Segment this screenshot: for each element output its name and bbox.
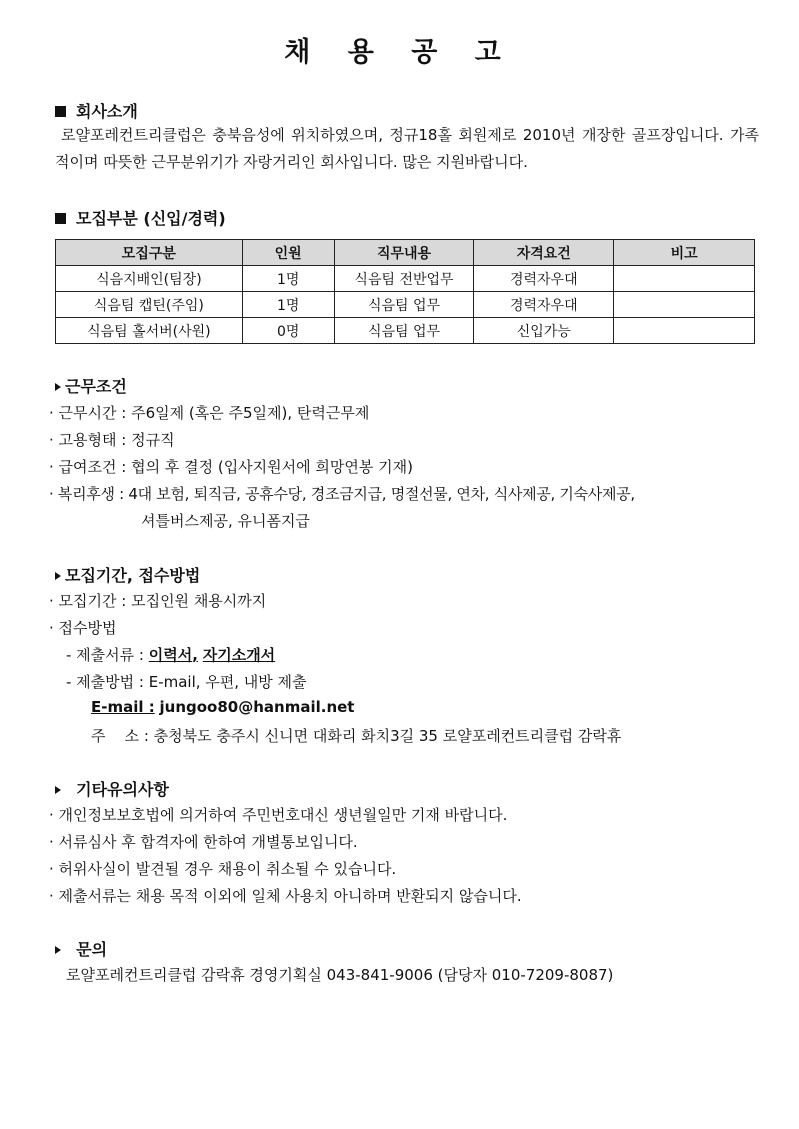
doc-resume: 이력서 [148, 646, 193, 664]
table-cell: 식음팀 캡틴(주임) [56, 292, 243, 318]
address-label: 주 소 : [91, 727, 149, 745]
table-cell: 식음지배인(팀장) [56, 266, 243, 292]
doc-cover-letter: 자기소개서 [202, 646, 276, 664]
table-cell: 식음팀 업무 [334, 292, 474, 318]
note-item: · 서류심사 후 합격자에 한하여 개별통보입니다. [49, 833, 358, 851]
notes-heading [55, 777, 169, 800]
company-heading [55, 99, 138, 122]
note-item: · 제출서류는 채용 목적 이외에 일체 사용치 아니하며 반환되지 않습니다. [49, 887, 522, 905]
email-address[interactable]: jungoo80@hanmail.net [159, 698, 355, 716]
condition-item: · 고용형태 : 정규직 [49, 431, 175, 449]
table-cell: 식음팀 전반업무 [334, 266, 474, 292]
notes-heading-text: 기타유의사항 [76, 780, 169, 799]
apply-heading-text: 모집기간, 접수방법 [65, 566, 201, 585]
square-bullet-icon [55, 106, 66, 117]
table-cell: 식음팀 업무 [334, 318, 474, 344]
email-label: E-mail : [91, 698, 155, 716]
note-item: · 허위사실이 발견될 경우 채용이 취소될 수 있습니다. [49, 860, 397, 878]
table-row [56, 318, 755, 344]
table-cell [614, 266, 755, 292]
table-cell [614, 292, 755, 318]
table-cell: 신입가능 [474, 318, 614, 344]
apply-method: · 접수방법 [49, 619, 117, 637]
header-cell: 직무내용 [334, 240, 474, 266]
company-intro-text: 로얄포레컨트리클럽은 충북음성에 위치하였으며, 정규18홀 회원제로 2010년 개장한 골프장입니다. 가족적이며 따뜻한 근무분위기가 자랑거리인 회사입니다. 많은 지원바랍니다. [55, 126, 759, 171]
doc-comma: , [192, 646, 198, 664]
triangle-bullet-icon [55, 572, 61, 580]
condition-continuation: 셔틀버스제공, 유니폼지급 [141, 512, 310, 530]
condition-item: · 복리후생 : 4대 보험, 퇴직금, 공휴수당, 경조금지급, 명절선물, 연차, 식사제공, 기숙사제공, [49, 485, 635, 503]
apply-period: · 모집기간 : 모집인원 채용시까지 [49, 592, 267, 610]
apply-address [91, 725, 621, 746]
table-cell: 식음팀 홀서버(사원) [56, 318, 243, 344]
header-cell: 모집구분 [56, 240, 243, 266]
table-row [56, 266, 755, 292]
recruit-heading [55, 206, 226, 229]
company-heading-text: 회사소개 [76, 102, 138, 121]
recruit-heading-text: 모집부분 (신입/경력) [76, 209, 226, 228]
apply-docs [66, 644, 275, 665]
table-header-row [56, 240, 755, 266]
table-cell: 0명 [242, 318, 334, 344]
square-bullet-icon [55, 213, 66, 224]
address-text: 충청북도 충주시 신니면 대화리 화치3길 35 로얄포레컨트리클럽 감락휴 [153, 727, 622, 745]
triangle-bullet-icon [55, 786, 61, 794]
docs-label: - 제출서류 : [66, 646, 144, 664]
triangle-bullet-icon [55, 946, 61, 954]
conditions-heading [55, 374, 127, 397]
table-cell: 경력자우대 [474, 266, 614, 292]
condition-item: · 급여조건 : 협의 후 결정 (입사지원서에 희망연봉 기재) [49, 458, 413, 476]
condition-item: · 근무시간 : 주6일제 (혹은 주5일제), 탄력근무제 [49, 404, 370, 422]
triangle-bullet-icon [55, 383, 61, 391]
header-cell: 인원 [242, 240, 334, 266]
table-row [56, 292, 755, 318]
apply-heading [55, 563, 200, 586]
table-cell [614, 318, 755, 344]
table-cell: 경력자우대 [474, 292, 614, 318]
contact-text: 로얄포레컨트리클럽 감락휴 경영기획실 043-841-9006 (담당자 010-7209-8087) [66, 966, 614, 984]
contact-heading-text: 문의 [76, 940, 108, 959]
note-item: · 개인정보보호법에 의거하여 주민번호대신 생년월일만 기재 바랍니다. [49, 806, 508, 824]
page-title: 채 용 공 고 [284, 37, 515, 68]
recruit-table [55, 239, 755, 344]
contact-heading [55, 937, 107, 960]
apply-email [91, 698, 354, 716]
table-cell: 1명 [242, 292, 334, 318]
header-cell: 자격요건 [474, 240, 614, 266]
apply-submit: - 제출방법 : E-mail, 우편, 내방 제출 [66, 673, 307, 691]
header-cell: 비고 [614, 240, 755, 266]
conditions-heading-text: 근무조건 [65, 377, 127, 396]
table-cell: 1명 [242, 266, 334, 292]
